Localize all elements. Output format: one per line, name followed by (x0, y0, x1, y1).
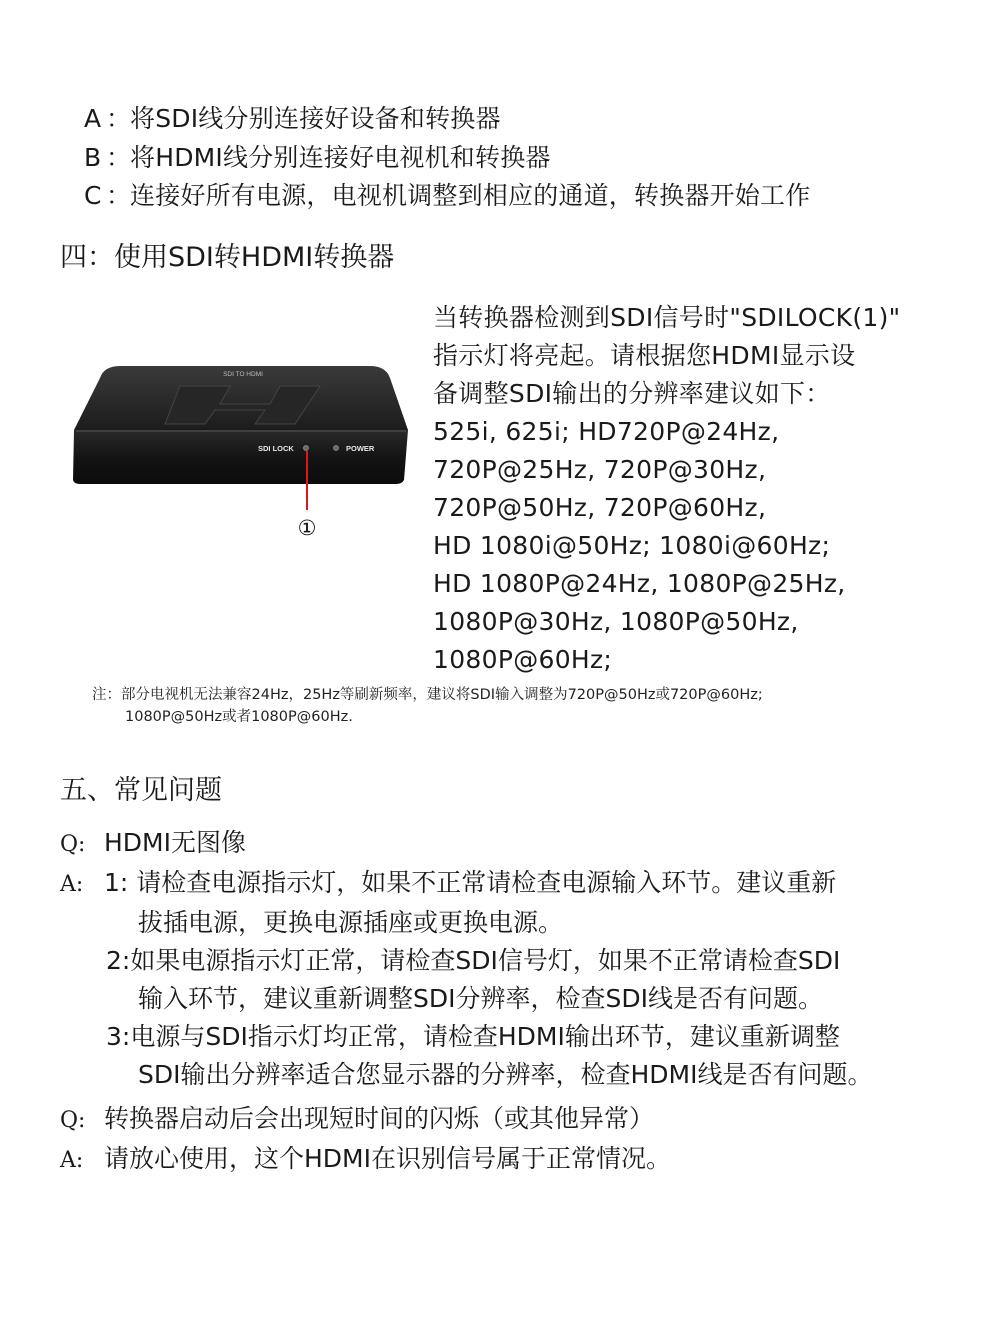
answer-continuation: SDI输出分辨率适合您显示器的分辨率，检查HDMI线是否有问题。 (138, 1060, 873, 1089)
section-heading-faq: 五、常见问题 (60, 775, 222, 806)
question-text: HDMI无图像 (104, 828, 246, 857)
step-letter: B (84, 142, 102, 172)
resolution-description (433, 299, 973, 679)
power-led (333, 445, 338, 450)
faq-answer-item (60, 864, 980, 904)
compatibility-note (92, 684, 972, 728)
description-line: 1080P@60Hz; (433, 645, 613, 674)
faq-answer-item (60, 1018, 980, 1056)
answer-continuation: 拔插电源，更换电源插座或更换电源。 (138, 908, 564, 937)
power-label: POWER (346, 444, 375, 453)
device-top-label: SDI TO HDMI (223, 371, 263, 378)
answer-item-number: 2: (106, 946, 131, 975)
step-c (84, 177, 964, 216)
answer-continuation: 输入环节，建议重新调整SDI分辨率，检查SDI线是否有问题。 (138, 984, 823, 1013)
question-text: 转换器启动后会出现短时间的闪烁（或其他异常） (104, 1104, 655, 1133)
step-separator: ： (106, 104, 132, 133)
description-line: 备调整SDI输出的分辨率建议如下： (433, 379, 831, 408)
answer-text: 请放心使用，这个HDMI在识别信号属于正常情况。 (104, 1144, 671, 1173)
step-letter: C (84, 181, 102, 210)
faq-answer-item (60, 942, 980, 980)
answer-item-number: 1: (104, 868, 129, 897)
step-text: 将HDMI线分别连接好电视机和转换器 (130, 142, 551, 172)
device-front-face (73, 430, 408, 484)
description-line: HD 1080P@24Hz, 1080P@25Hz, (433, 569, 846, 598)
sdi-lock-label: SDI LOCK (258, 444, 294, 453)
device-image (70, 352, 410, 547)
description-line: 525i, 625i; HD720P@24Hz, (433, 417, 780, 446)
faq-question (60, 824, 980, 864)
description-line: 1080P@30Hz, 1080P@50Hz, (433, 607, 799, 636)
faq-question (60, 1100, 980, 1140)
answer-item-number: 3: (106, 1022, 131, 1051)
note-line: 1080P@50Hz或者1080P@60Hz. (125, 709, 353, 725)
faq-list (60, 824, 980, 1180)
question-mark-label: Q: (60, 1108, 86, 1133)
answer-text: 电源与SDI指示灯均正常，请检查HDMI输出环节，建议重新调整 (130, 1022, 840, 1051)
step-letter: A (84, 104, 102, 133)
answer-mark-label: A: (60, 872, 84, 897)
description-line: 720P@50Hz, 720P@60Hz, (433, 493, 767, 522)
step-a (84, 100, 964, 139)
step-separator: ： (106, 181, 132, 210)
answer-text: 请检查电源指示灯，如果不正常请检查电源输入环节。建议重新 (136, 868, 837, 897)
description-line: 指示灯将亮起。请根据您HDMI显示设 (433, 341, 856, 370)
step-text: 连接好所有电源，电视机调整到相应的通道，转换器开始工作 (130, 181, 811, 210)
step-b (84, 139, 964, 178)
connection-steps (84, 100, 964, 216)
step-text: 将SDI线分别连接好设备和转换器 (130, 104, 501, 133)
sdi-lock-led (303, 445, 308, 450)
answer-mark-label: A: (60, 1148, 84, 1173)
note-line: 注：部分电视机无法兼容24Hz，25Hz等刷新频率，建议将SDI输入调整为720P@50Hz或720P@60Hz; (92, 687, 763, 703)
description-line: 当转换器检测到SDI信号时"SDILOCK(1)" (433, 303, 901, 332)
converter-illustration (70, 352, 410, 547)
description-line: HD 1080i@50Hz; 1080i@60Hz; (433, 531, 831, 560)
callout-number: ① (297, 516, 317, 540)
description-line: 720P@25Hz, 720P@30Hz, (433, 455, 767, 484)
question-mark-label: Q: (60, 832, 86, 857)
section-heading-usage: 四：使用SDI转HDMI转换器 (60, 242, 395, 273)
answer-text: 如果电源指示灯正常，请检查SDI信号灯，如果不正常请检查SDI (130, 946, 841, 975)
faq-answer (60, 1140, 980, 1180)
step-separator: ： (106, 142, 132, 172)
